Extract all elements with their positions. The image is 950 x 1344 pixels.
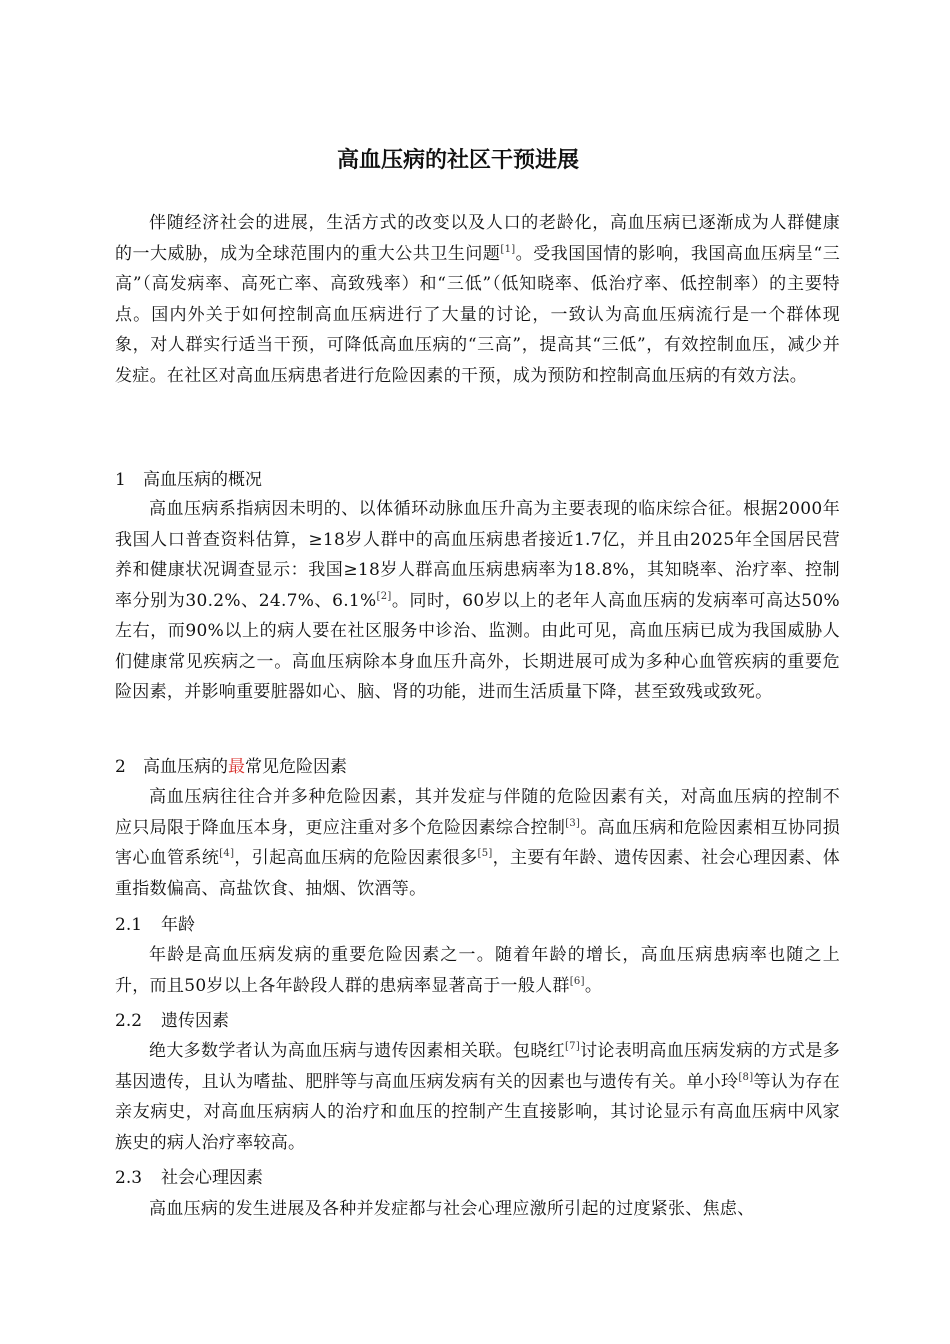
- section-2-1-heading: [115, 910, 195, 940]
- section-2-number: 2: [115, 757, 126, 777]
- section-2-3-number: 2.3: [115, 1168, 143, 1188]
- section-2-paragraph: [115, 782, 840, 904]
- citation-1: [1]: [500, 243, 516, 255]
- citation-6: [6]: [569, 975, 585, 987]
- section-2-3-heading: [115, 1163, 263, 1193]
- section-2-1-paragraph: [115, 940, 840, 1001]
- section-1-text-2: 。同时，60岁以上的老年人高血压病的发病率可高达50%左右，而90%以上的病人要在社区服务中诊治、监测。由此可见，高血压病已成为我国威胁人们健康常见疾病之一。高血压病除本身血压升高外，长期进展可成为多种心血管疾病的重要危险因素，并影响重要脏器如心、脑、肾的功能，进而生活质量下降，甚至致残或致死。: [115, 590, 840, 702]
- intro-text-2: 。受我国国情的影响，我国高血压病呈“三高”（高发病率、高死亡率、高致残率）和“三低”（低知晓率、低治疗率、低控制率）的主要特点。国内外关于如何控制高血压病进行了大量的讨论，一致认为高血压病流行是一个群体现象，对人群实行适当干预，可降低高血压病的“三高”，提高其“三低”，有效控制血压，减少并发症。在社区对高血压病患者进行危险因素的干预，成为预防和控制高血压病的有效方法。: [115, 243, 840, 386]
- section-2-text-2: 。高血压病和危险因素相互协同损害心血管系统: [115, 817, 840, 868]
- section-2-text-1: 高血压病往往合并多种危险因素，其并发症与伴随的危险因素有关，对高血压病的控制不应只局限于降血压本身，更应注重对多个危险因素综合控制: [115, 787, 840, 838]
- section-2-title-b: 常见危险因素: [245, 757, 347, 777]
- intro-paragraph: [115, 208, 840, 391]
- section-2-1-number: 2.1: [115, 915, 143, 935]
- section-2-title-highlight: 最: [228, 757, 245, 777]
- citation-3: [3]: [565, 817, 581, 829]
- section-1-heading: [115, 465, 262, 495]
- section-2-2-text-2: 讨论表明高血压病发病的方式是多基因遗传，且认为嗜盐、肥胖等与高血压病发病有关的因素也与遗传有关。单小玲: [115, 1041, 840, 1092]
- citation-4: [4]: [219, 848, 235, 859]
- section-2-3-paragraph: [115, 1194, 840, 1225]
- section-2-1-text-1: 年龄是高血压病发病的重要危险因素之一。随着年龄的增长，高血压病患病率也随之上升，而且50岁以上各年龄段人群的患病率显著高于一般人群: [115, 945, 840, 996]
- intro-text-1: 伴随经济社会的进展，生活方式的改变以及人口的老龄化，高血压病已逐渐成为人群健康的一大威胁，成为全球范围内的重大公共卫生问题: [115, 213, 840, 264]
- citation-5: [5]: [477, 848, 493, 859]
- citation-8: [8]: [738, 1071, 754, 1083]
- section-2-title-a: 高血压病的: [143, 757, 228, 777]
- section-2-2-number: 2.2: [115, 1011, 143, 1031]
- section-2-2-paragraph: [115, 1036, 840, 1158]
- section-1-paragraph: [115, 494, 840, 708]
- section-2-1-title: 年龄: [161, 915, 195, 935]
- citation-7: [7]: [564, 1041, 581, 1052]
- section-2-2-heading: [115, 1006, 229, 1036]
- section-2-1-text-2: 。: [584, 975, 603, 996]
- page-title: 高血压病的社区干预进展: [336, 148, 579, 173]
- section-2-text-4: ，主要有年龄、遗传因素、社会心理因素、体重指数偏高、高盐饮食、抽烟、饮酒等。: [115, 848, 840, 899]
- section-2-3-text-1: 高血压病的发生进展及各种并发症都与社会心理应激所引起的过度紧张、焦虑、: [149, 1199, 755, 1219]
- section-2-2-text-1: 绝大多数学者认为高血压病与遗传因素相关联。包晓红: [149, 1041, 565, 1061]
- section-1-text-1: 高血压病系指病因未明的、以体循环动脉血压升高为主要表现的临床综合征。根据2000年我国人口普查资料估算，≥18岁人群中的高血压病患者接近1.7亿，并且由2025年全国居民营养和健康状况调查显示：我国≥18岁人群高血压病患病率为18.8%，其知晓率、治疗率、控制率分别为30.2%、24.7%、6.1%: [115, 499, 840, 611]
- section-2-2-text-3: 等认为存在亲友病史，对高血压病病人的治疗和血压的控制产生直接影响，其讨论显示有高血压病中风家族史的病人治疗率较高。: [115, 1071, 840, 1153]
- section-2-3-title: 社会心理因素: [161, 1168, 263, 1188]
- section-1-number: 1: [115, 470, 126, 490]
- section-2-2-title: 遗传因素: [161, 1011, 229, 1031]
- citation-2: [2]: [376, 590, 392, 602]
- section-1-title: 高血压病的概况: [143, 470, 262, 490]
- section-2-heading: [115, 752, 347, 782]
- section-2-text-3: ，引起高血压病的危险因素很多: [234, 848, 478, 868]
